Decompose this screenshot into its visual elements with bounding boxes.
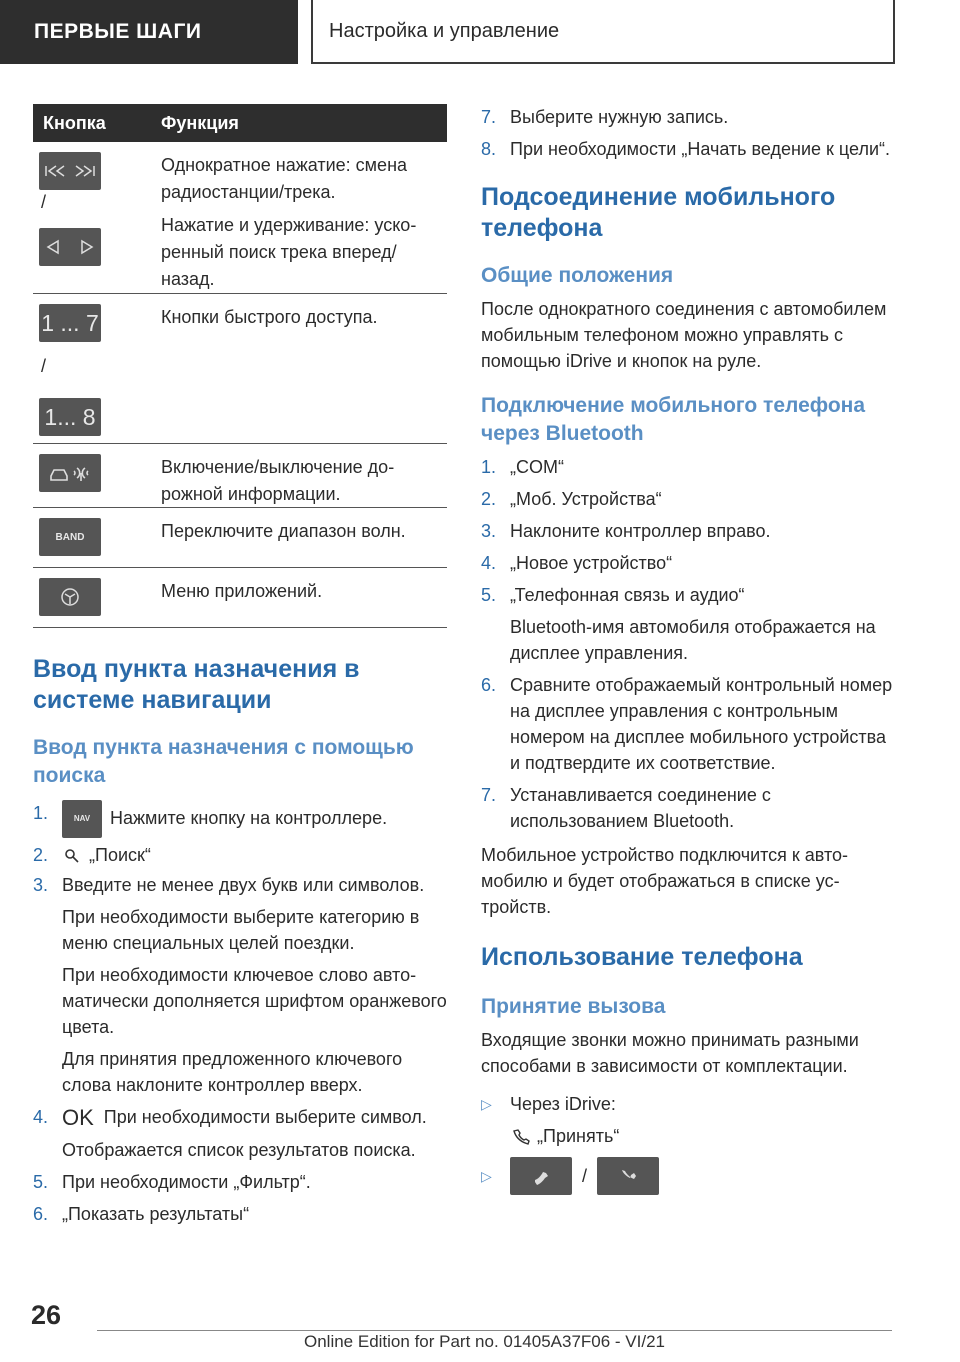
list-item <box>33 800 447 838</box>
prev-next-buttons-icon <box>39 152 101 190</box>
step-number: 1. <box>33 803 49 823</box>
favorites-8-button: 1... 8 <box>39 398 101 436</box>
step-text: „Поиск“ <box>89 845 151 865</box>
function-text: Меню приложений. <box>161 581 323 601</box>
bullet-text: Через iDrive: <box>510 1094 616 1114</box>
heading-general: Общие положения <box>481 264 674 287</box>
phone-icon <box>510 1128 532 1146</box>
bullet-icon: ▷ <box>481 1168 492 1184</box>
step-number: 4. <box>481 553 497 573</box>
separator: / <box>582 1166 588 1186</box>
list-item <box>33 1169 447 1195</box>
table-header-button: Кнопка <box>43 112 106 133</box>
section-title: ПЕРВЫЕ ШАГИ <box>0 0 298 64</box>
step-text: При необходимости выберите символ. <box>103 1107 427 1127</box>
table-row <box>33 568 447 628</box>
step-text: Сравните отображаемый контрольный номер на дисплее управления с контрольным номером на дисплее мобильного устройства и подтвердите их соответствие. <box>510 675 893 773</box>
step-number: 2. <box>33 845 49 865</box>
step-text: „Новое устройство“ <box>510 553 673 573</box>
step-number: 5. <box>481 585 497 605</box>
list-item <box>481 454 899 480</box>
table-header <box>33 104 447 142</box>
list-item <box>33 842 447 868</box>
table-row <box>33 508 447 568</box>
chapter-title: Настройка и управление <box>311 0 895 64</box>
list-item <box>481 486 899 512</box>
step-text: „Телефонная связь и аудио“ <box>510 585 745 605</box>
footer-divider <box>97 1330 892 1331</box>
table-header-function: Функция <box>161 112 239 133</box>
search-icon <box>62 847 84 865</box>
bullet-icon: ▷ <box>481 1096 492 1112</box>
edition-text: Online Edition for Part no. 01405A37F06 - VI/21 <box>304 1332 666 1351</box>
list-item <box>33 872 447 898</box>
list-item <box>481 550 899 576</box>
list-item <box>481 518 899 544</box>
right-column <box>481 104 899 1195</box>
step-text: Наклоните контроллер вправо. <box>510 521 771 541</box>
step-note: При необходимости ключевое слово автоматически дополняется шрифтом оранжевого цвета. <box>62 965 447 1037</box>
step-text: „COM“ <box>510 457 564 477</box>
paragraph: Входящие звонки можно принимать разными способами в зависимости от комплектации. <box>481 1030 859 1076</box>
step-text: При необходимости „Начать ведение к цели“. <box>510 139 891 159</box>
heading-search: Ввод пункта назначения с помощью поиска <box>33 736 414 787</box>
step-note: При необходимости выберите категорию в меню специальных целей поездки. <box>62 907 420 953</box>
heading-phone-connect: Подсоединение мобильного телефона <box>481 183 836 242</box>
list-item <box>481 582 899 608</box>
phone-accept-button-icon <box>510 1157 572 1195</box>
paragraph: После однократного соединения с автомобилем мобильным телефоном можно управлять с помощью iDrive и кнопок на руле. <box>481 299 887 371</box>
step-number: 1. <box>481 457 497 477</box>
step-number: 3. <box>481 521 497 541</box>
step-text: „Моб. Устройства“ <box>510 489 662 509</box>
function-text: Включение/выключение дорожной информации. <box>161 457 395 504</box>
step-note: Для принятия предложенного ключевого слова наклоните контроллер вверх. <box>62 1049 403 1095</box>
list-item <box>481 136 899 162</box>
band-button: BAND <box>39 518 101 556</box>
function-text: Кнопки быстрого доступа. <box>161 307 378 327</box>
step-number: 7. <box>481 107 497 127</box>
phone-button-icon <box>597 1157 659 1195</box>
step-text: Нажмите кнопку на контроллере. <box>110 807 388 828</box>
table-row <box>33 142 447 294</box>
step-text: Введите не менее двух букв или символов. <box>62 875 425 895</box>
list-item <box>33 1104 447 1131</box>
separator: / <box>41 192 47 212</box>
heading-accept-call: Принятие вызова <box>481 995 666 1018</box>
list-item <box>33 1201 447 1227</box>
list-item <box>481 1157 899 1195</box>
ok-icon: OK <box>62 1105 94 1131</box>
seek-arrows-icon <box>39 228 101 266</box>
step-note <box>481 1123 899 1149</box>
paragraph: Мобильное устройство подключится к автомобилю и будет отображаться в списке устройств. <box>481 845 849 917</box>
step-number: 3. <box>33 875 49 895</box>
left-column <box>33 104 447 1227</box>
step-text: Выберите нужную запись. <box>510 107 729 127</box>
step-note: Bluetooth-имя автомобиля отображается на дисплее управления. <box>510 617 876 663</box>
list-item <box>481 672 899 776</box>
favorites-7-button: 1 ... 7 <box>39 304 101 342</box>
function-text: Переключите диапазон волн. <box>161 521 406 541</box>
step-number: 6. <box>481 675 497 695</box>
traffic-info-icon <box>39 454 101 492</box>
step-number: 2. <box>481 489 497 509</box>
accept-label: „Принять“ <box>537 1126 620 1146</box>
list-item <box>481 104 899 130</box>
separator: / <box>41 356 47 376</box>
step-text: „Показать результаты“ <box>62 1204 250 1225</box>
step-number: 8. <box>481 139 497 159</box>
step-number: 4. <box>33 1107 49 1127</box>
apps-icon <box>39 578 101 616</box>
nav-button: NAV <box>62 800 102 838</box>
step-text: Устанавливается соединение с использованием Bluetooth. <box>510 785 771 831</box>
table-row <box>33 294 447 444</box>
heading-phone-use: Использование телефона <box>481 943 803 971</box>
heading-bluetooth: Подключение мобильного телефона через Bluetooth <box>481 394 866 445</box>
function-text: Однократное нажатие: смена радиостанции/трека. <box>161 155 408 202</box>
heading-nav: Ввод пункта назначения в системе навигации <box>33 655 360 714</box>
list-item <box>481 1091 899 1117</box>
step-note: Отображается список результатов поиска. <box>62 1140 416 1161</box>
step-number: 7. <box>481 785 497 805</box>
step-number: 6. <box>33 1204 49 1225</box>
function-text: Нажатие и удерживание: ускоренный поиск трека вперед/ назад. <box>161 215 417 289</box>
step-number: 5. <box>33 1172 49 1193</box>
table-row <box>33 444 447 508</box>
step-text: При необходимости „Фильтр“. <box>62 1172 311 1193</box>
page-number: 26 <box>31 1300 62 1330</box>
list-item <box>481 782 899 834</box>
